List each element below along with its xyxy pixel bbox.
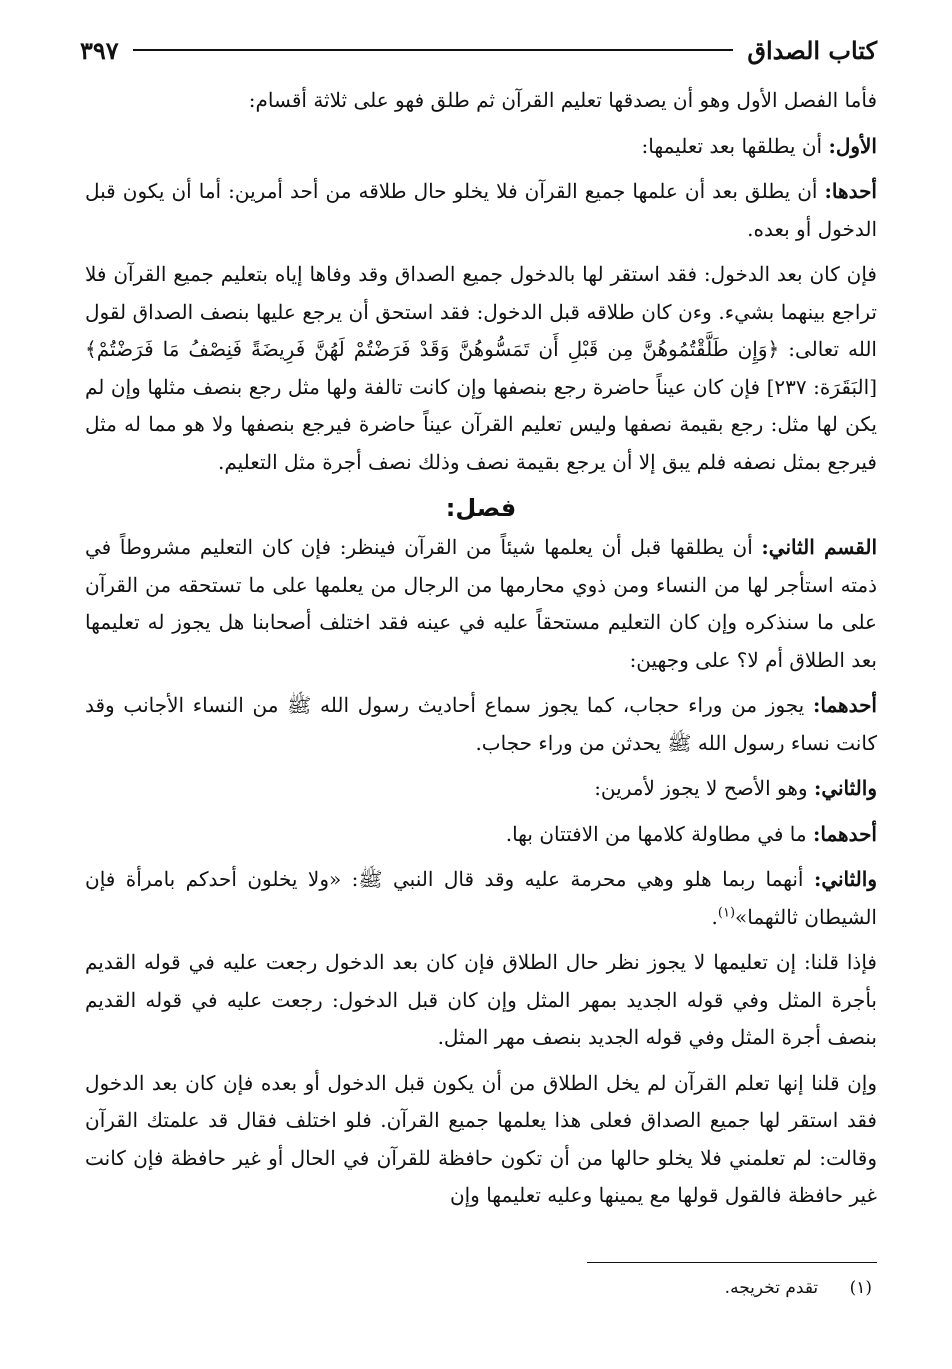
page-number: ٣٩٧ bbox=[80, 35, 119, 65]
paragraph-text: وإن قلنا إنها تعلم القرآن لم يخل الطلاق من أن يكون قبل الدخول أو بعده فإن كان بعد الدخول فقد استقر لها جميع الصداق فعلى هذا يعلمها جميع القرآن. فلو اختلف فقال قد علمتك القرآن وقالت: لم تعلمني فلا يخلو حالها من أن تكون حافظة للقرآن في الحال أو غير حافظة فإن كانت غير حافظة فالقول قولها مع يمينها وعليه تعليمها وإن bbox=[85, 1070, 877, 1207]
paragraph-text: فأما الفصل الأول وهو أن يصدقها تعليم القرآن ثم طلق فهو على ثلاثة أقسام: bbox=[248, 88, 877, 112]
paragraph bbox=[85, 82, 877, 120]
paragraph-text: يجوز من وراء حجاب، كما يجوز سماع أحاديث رسول الله ﷺ من النساء الأجانب وقد كانت نساء رسول الله ﷺ يحدثن من وراء حجاب. bbox=[85, 693, 877, 755]
paragraph-text: أن يطلقها بعد تعليمها: bbox=[641, 133, 829, 158]
paragraph bbox=[85, 816, 877, 854]
paragraph bbox=[85, 256, 877, 481]
paragraph-lead: القسم الثاني: bbox=[761, 535, 878, 559]
paragraph-text: أنهما ربما هلو وهي محرمة عليه وقد قال النبي ﷺ: «ولا يخلون أحدكم بامرأة فإن الشيطان ثالثهما» bbox=[85, 867, 877, 929]
footnote bbox=[725, 1278, 872, 1298]
paragraph bbox=[85, 529, 877, 679]
paragraph bbox=[85, 770, 877, 808]
paragraph-lead: والثاني: bbox=[813, 867, 877, 891]
section-heading: فصل: bbox=[445, 494, 517, 522]
paragraph-lead: أحدهما: bbox=[812, 693, 877, 717]
paragraph bbox=[85, 128, 877, 166]
paragraph-lead: والثاني: bbox=[813, 776, 877, 800]
paragraph-lead: أحدها: bbox=[824, 179, 877, 203]
paragraph bbox=[85, 944, 877, 1057]
paragraph-text: فإذا قلنا: إن تعليمها لا يجوز نظر حال الطلاق فإن كان بعد الدخول رجعت عليه في قوله القديم بأجرة المثل وفي قوله الجديد بمهر المثل وإن كان قبل الدخول: رجعت عليه في قوله القديم بنصف أجرة المثل وفي قوله الجديد بنصف مهر المثل. bbox=[85, 950, 877, 1049]
footnote-rule bbox=[587, 1262, 877, 1263]
footnote-number: (١) bbox=[849, 1278, 872, 1298]
paragraph-lead: أحدهما: bbox=[812, 821, 877, 846]
paragraph bbox=[85, 173, 877, 248]
paragraph bbox=[85, 687, 877, 762]
book-title: كتاب الصداق bbox=[747, 35, 877, 65]
paragraph-lead: الأول: bbox=[828, 133, 877, 158]
paragraph-text: فإن كان بعد الدخول: فقد استقر لها بالدخول جميع الصداق وقد وفاها إياه بتعليم جميع القرآن فلا تراجع بينهما بشيء. وءن كان طلاقه قبل الدخول: فقد استحق أن يرجع عليها بنصف الصداق لقول الله تعالى: ﴿وَإِن طَلَّقْتُمُوهُنَّ مِن قَبْلِ أَن تَمَسُّوهُنَّ وَقَدْ فَرَضْتُمْ لَهُنَّ فَرِيضَةً فَنِصْفُ مَا فَرَضْتُمْ﴾ [البَقَرَة: ٢٣٧] فإن كان عيناً حاضرة رجع بنصفها وإن كانت تالفة ولها مثل رجع بنصف مثلها وإن لم يكن لها مثل: رجع بقيمة نصفها وليس تعليم القرآن عيناً حاضرة فيرجع بنصفها ولا هو مما له مثل فيرجع بمثل نصفه فلم يبق إلا أن يرجع بقيمة نصف وذلك نصف أجرة مثل التعليم. bbox=[85, 262, 877, 474]
paragraph: والثاني: أنهما ربما هلو وهي محرمة عليه وقد قال النبي ﷺ: «ولا يخلون أحدكم بامرأة فإن الشيطان ثالثهما»$^{(١)}$. bbox=[85, 867, 877, 929]
running-header bbox=[80, 30, 877, 70]
footnote-text: تقدم تخريجه. bbox=[724, 1278, 819, 1298]
footnote-marker[interactable]: (١) bbox=[717, 904, 736, 920]
paragraph-text: ما في مطاولة كلامها من الافتتان بها. bbox=[505, 821, 813, 846]
paragraph-text: أن يطلق بعد أن علمها جميع القرآن فلا يخلو حال طلاقه من أحد أمرين: أما أن يكون قبل الدخول أو بعده. bbox=[85, 179, 877, 241]
header-rule bbox=[133, 49, 734, 51]
paragraph bbox=[85, 1065, 877, 1215]
paragraph-text: وهو الأصح لا يجوز لأمرين: bbox=[594, 776, 814, 800]
main-text bbox=[85, 82, 877, 1223]
paragraph-text: أن يطلقها قبل أن يعلمها شيئاً من القرآن فينظر: فإن كان التعليم مشروطاً في ذمته استأجر لها من النساء ومن ذوي محارمها من الرجال من يعلمها على ما تستحقه من القرآن على ما سنذكره وإن كان التعليم مستحقاً عليه في عينه فقد اختلف أصحابنا هل يجوز له تعليمها بعد الطلاق أم لا؟ على وجهين: bbox=[85, 535, 877, 672]
